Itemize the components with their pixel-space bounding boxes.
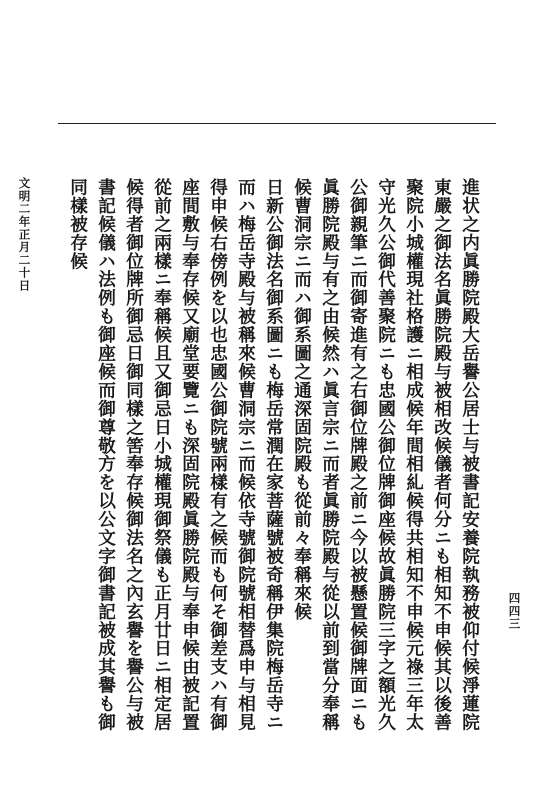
page-number: 四四三 [507,592,522,631]
text-column-3: 聚院小城權現社格護ニ相成候年間相糺候得共相知不申候元祿三年太 [403,178,425,732]
text-column-9: 而ハ梅岳寺殿与被稱來候曹洞宗ニ而候依寺號御院號相替爲申与相見 [235,178,257,732]
text-column-14: 書記候儀ハ法例も御座候而御尊敬方を以公文字御書記被成其譽も御 [95,178,117,732]
text-column-12: 從前之兩樣ニ奉稱候且又御忌日小城權現御祭儀も正月廿日ニ相定居 [151,178,173,732]
text-column-4: 守光久公御代善聚院ニも忠國公御位牌御座候故眞勝院三字之額光久 [375,178,397,732]
text-column-15: 同樣被存候 [67,178,89,271]
text-column-7: 候曹洞宗ニ而ハ御系圖之通深固院殿も從前々奉稱來候 [291,178,313,621]
text-column-11: 座間敷与奉存候又廟堂要覽ニも深固院殿眞勝院殿与奉申候由被記置 [179,178,201,732]
text-column-5: 公御親筆ニ而御寄進有之右御位牌殿之前ニ今以被懸置候御牌面ニも [347,178,369,732]
text-column-2: 東嚴之御法名眞勝院殿与被相改候儀者何分ニも相知不申候其以後善 [431,178,453,732]
text-column-13: 候得者御位牌所御忌日御同樣之筈奉存候御法名之內玄譽を譽公与被 [123,178,145,732]
text-column-10: 得申候右傍例を以也忠國公御院號兩樣有之候而も何そ御差支ハ有御 [207,178,229,732]
horizontal-rule [58,123,496,124]
text-column-1: 進状之内眞勝院殿大岳譽公居士与被書記安養院執務被仰付候淨蓮院 [459,178,481,732]
text-column-6: 眞勝院殿与有之由候然ハ眞言宗ニ而者眞勝院殿与從以前到當分奉稱 [319,178,341,732]
date-line: 文明二年正月二十日 [17,177,32,293]
text-column-8: 日新公御法名御系圖ニも梅岳常潤在家菩薩號被奇稱伊集院梅岳寺ニ [263,178,285,732]
